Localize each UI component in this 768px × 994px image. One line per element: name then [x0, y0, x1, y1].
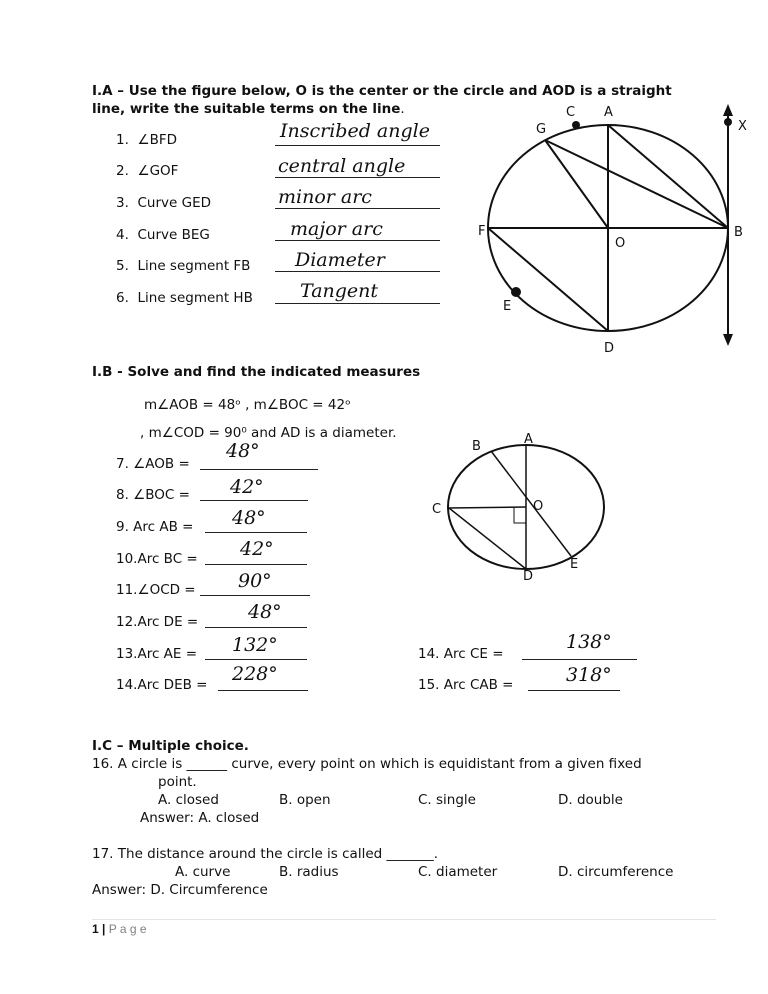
item-4: 4. Curve BEG [116, 227, 210, 243]
b-line-8 [200, 500, 308, 501]
b-item-9: 9. Arc AB = [116, 519, 194, 535]
b-right-item-14: 14. Arc CE = [418, 646, 504, 662]
label-x: X [738, 119, 747, 134]
circle-figure-a [470, 100, 760, 360]
b-answer-10: 42° [240, 538, 274, 560]
section-c-heading: I.C – Multiple choice. [92, 738, 249, 754]
b-answer-9: 48° [232, 507, 266, 529]
label-e: E [503, 299, 512, 314]
b-item-8: 8. ∠BOC = [116, 487, 190, 503]
tangent-arrow-up [723, 104, 733, 116]
b-item-12: 12.Arc DE = [116, 614, 199, 630]
b-answer-14: 228° [232, 663, 278, 685]
b-answer-12: 48° [248, 601, 282, 623]
segment-be [491, 451, 571, 556]
b-answer-7: 48° [226, 440, 260, 462]
label-a-fig: A [524, 432, 533, 447]
footer-page-word: P a g e [108, 922, 147, 936]
b-right-answer-14: 138° [566, 631, 612, 653]
footer-page-number: 1 [92, 922, 99, 936]
b-item-10: 10.Arc BC = [116, 551, 198, 567]
given-line-2: , m∠COD = 90⁰ and AD is a diameter. [140, 425, 397, 441]
q17-answer: Answer: D. Circumference [92, 882, 268, 898]
label-c-fig: C [432, 502, 442, 517]
answer-5: Diameter [295, 249, 385, 271]
answer-1: Inscribed angle [280, 120, 430, 142]
q16-line2: point. [158, 774, 197, 790]
segment-gb [545, 140, 728, 228]
label-a: A [604, 105, 613, 120]
q16-answer: Answer: A. closed [140, 810, 260, 826]
b-right-item-15: 15. Arc CAB = [418, 677, 514, 693]
segment-ab [608, 125, 728, 228]
b-item-11: 11.∠OCD = [116, 582, 196, 598]
item-6: 6. Line segment HB [116, 290, 253, 306]
answer-line-5 [275, 271, 440, 272]
label-b-fig: B [472, 439, 481, 454]
section-a-heading: I.A – Use the figure below, O is the center or the circle and AOD is a straight [92, 83, 672, 99]
answer-line-2 [275, 177, 440, 178]
point-c [572, 121, 580, 129]
footer [92, 922, 147, 936]
tangent-arrow-down [723, 334, 733, 346]
answer-line-6 [275, 303, 440, 304]
q17-line1: 17. The distance around the circle is called _______. [92, 846, 439, 862]
segment-fd [488, 228, 608, 331]
answer-3: minor arc [278, 186, 372, 208]
b-right-line-14 [522, 659, 637, 660]
answer-line-3 [275, 208, 440, 209]
label-d-fig: D [523, 569, 534, 584]
q17-choice-a: A. curve [175, 864, 231, 880]
label-g: G [536, 122, 547, 137]
b-line-11 [200, 595, 310, 596]
answer-2: central angle [278, 155, 406, 177]
section-a-heading-line2: line, write the suitable terms on the line. [92, 101, 405, 117]
footer-separator: | [102, 922, 106, 936]
label-c: C [566, 105, 576, 120]
q16-line1: 16. A circle is ______ curve, every point on which is equidistant from a given fixed [92, 756, 642, 772]
label-o: O [615, 236, 626, 251]
b-right-answer-15: 318° [566, 664, 612, 686]
label-b: B [734, 225, 743, 240]
b-item-14: 14.Arc DEB = [116, 677, 208, 693]
b-line-7 [200, 469, 318, 470]
answer-line-4 [275, 240, 440, 241]
label-e-fig: E [570, 557, 579, 572]
section-b-heading: I.B - Solve and find the indicated measures [92, 364, 421, 380]
b-right-line-15 [528, 690, 620, 691]
b-answer-11: 90° [238, 570, 272, 592]
label-d: D [604, 341, 615, 356]
item-3: 3. Curve GED [116, 195, 211, 211]
b-answer-8: 42° [230, 476, 264, 498]
right-angle-marker [514, 507, 526, 523]
b-answer-13: 132° [232, 634, 278, 656]
q16-choice-b: B. open [279, 792, 331, 808]
label-f: F [478, 224, 486, 239]
q16-choice-c: C. single [418, 792, 476, 808]
b-item-7: 7. ∠AOB = [116, 456, 190, 472]
q17-choice-d: D. circumference [558, 864, 674, 880]
b-item-13: 13.Arc AE = [116, 646, 198, 662]
footer-rule [92, 919, 716, 920]
b-line-10 [205, 564, 307, 565]
b-line-9 [205, 532, 307, 533]
answer-line-1 [275, 145, 440, 146]
label-o-fig: O [533, 499, 544, 514]
item-2: 2. ∠GOF [116, 163, 179, 179]
point-x [724, 118, 732, 126]
segment-go [545, 140, 608, 228]
answer-4: major arc [290, 218, 383, 240]
b-line-14 [218, 690, 308, 691]
given-line-1: m∠AOB = 48ᵒ , m∠BOC = 42ᵒ [144, 397, 351, 413]
q16-choice-d: D. double [558, 792, 623, 808]
answer-6: Tangent [300, 280, 379, 302]
q16-choice-a: A. closed [158, 792, 219, 808]
item-1: 1. ∠BFD [116, 132, 178, 148]
q17-choice-c: C. diameter [418, 864, 498, 880]
item-5: 5. Line segment FB [116, 258, 251, 274]
circle-figure-b [425, 425, 625, 585]
q17-choice-b: B. radius [279, 864, 339, 880]
point-e [511, 287, 521, 297]
b-line-13 [205, 659, 307, 660]
b-line-12 [205, 627, 307, 628]
